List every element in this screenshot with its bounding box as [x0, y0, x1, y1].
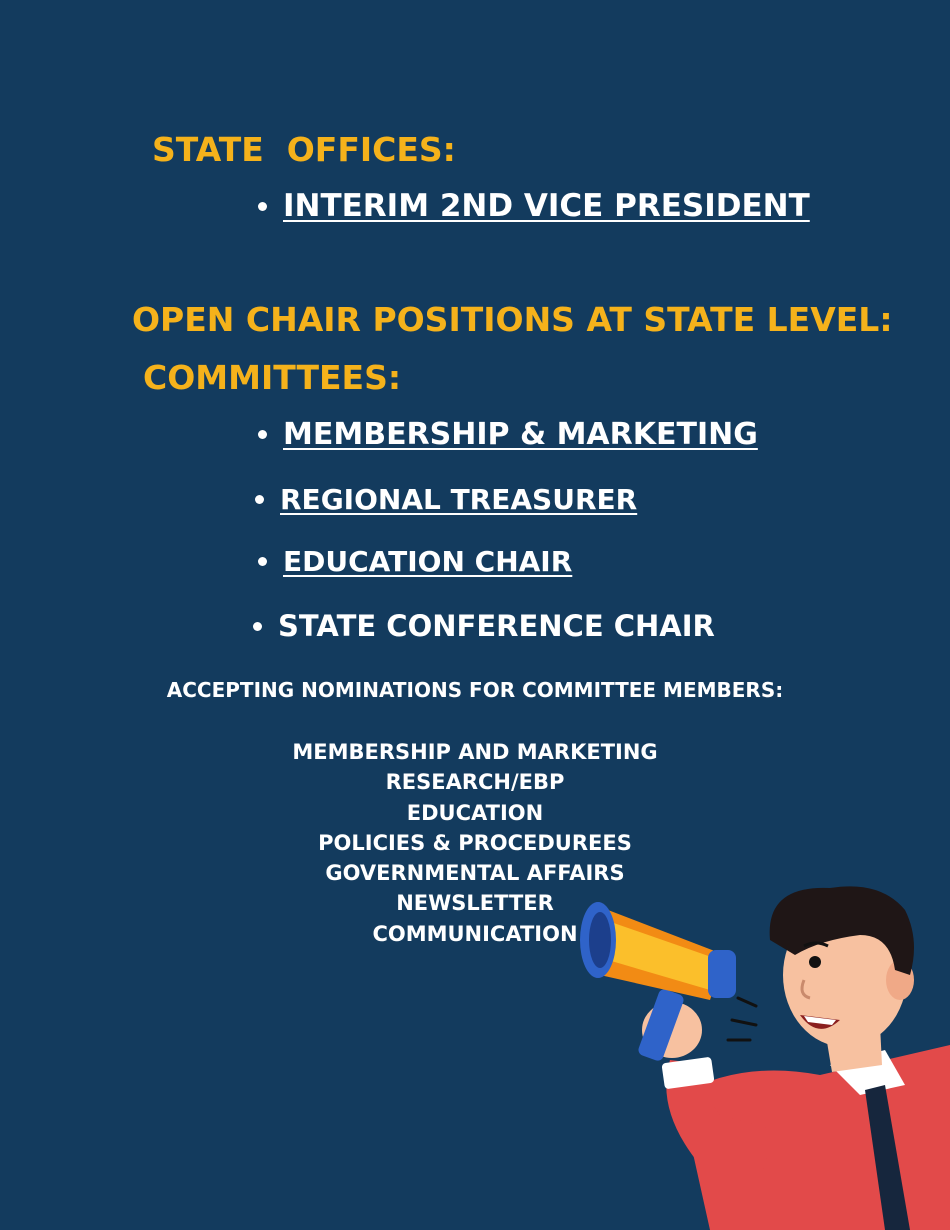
- state-office-label: INTERIM 2ND VICE PRESIDENT: [283, 188, 810, 224]
- committee-label: STATE CONFERENCE CHAIR: [278, 609, 715, 643]
- committee-item-education: [258, 545, 572, 578]
- bullet-dot: [258, 202, 267, 211]
- nominations-heading: ACCEPTING NOMINATIONS FOR COMMITTEE MEMBERS:: [166, 678, 784, 702]
- state-offices-heading: STATE OFFICES:: [152, 130, 456, 169]
- committee-item-conference: [253, 609, 715, 643]
- committee-item-treasurer: [255, 483, 637, 516]
- list-item: GOVERNMENTAL AFFAIRS: [325, 861, 625, 886]
- committee-label: REGIONAL TREASURER: [280, 483, 638, 516]
- list-item: RESEARCH/EBP: [385, 770, 565, 795]
- list-item: EDUCATION: [406, 800, 544, 825]
- committees-heading: COMMITTEES:: [143, 358, 402, 397]
- bullet-dot: [255, 495, 264, 504]
- committee-item-membership: [258, 417, 758, 452]
- list-item: MEMBERSHIP AND MARKETING: [292, 740, 658, 764]
- bullet-dot: [253, 622, 262, 631]
- committee-label: EDUCATION CHAIR: [283, 545, 573, 578]
- bullet-dot: [258, 557, 267, 566]
- state-office-item: [258, 188, 810, 224]
- list-item: COMMUNICATION: [372, 921, 578, 946]
- committee-label: MEMBERSHIP & MARKETING: [283, 417, 758, 452]
- list-item: NEWSLETTER: [396, 891, 554, 916]
- list-item: POLICIES & PROCEDUREES: [318, 830, 632, 855]
- open-chairs-heading: OPEN CHAIR POSITIONS AT STATE LEVEL:: [132, 300, 893, 339]
- bullet-dot: [258, 430, 267, 439]
- megaphone-man-illustration: [560, 880, 950, 1230]
